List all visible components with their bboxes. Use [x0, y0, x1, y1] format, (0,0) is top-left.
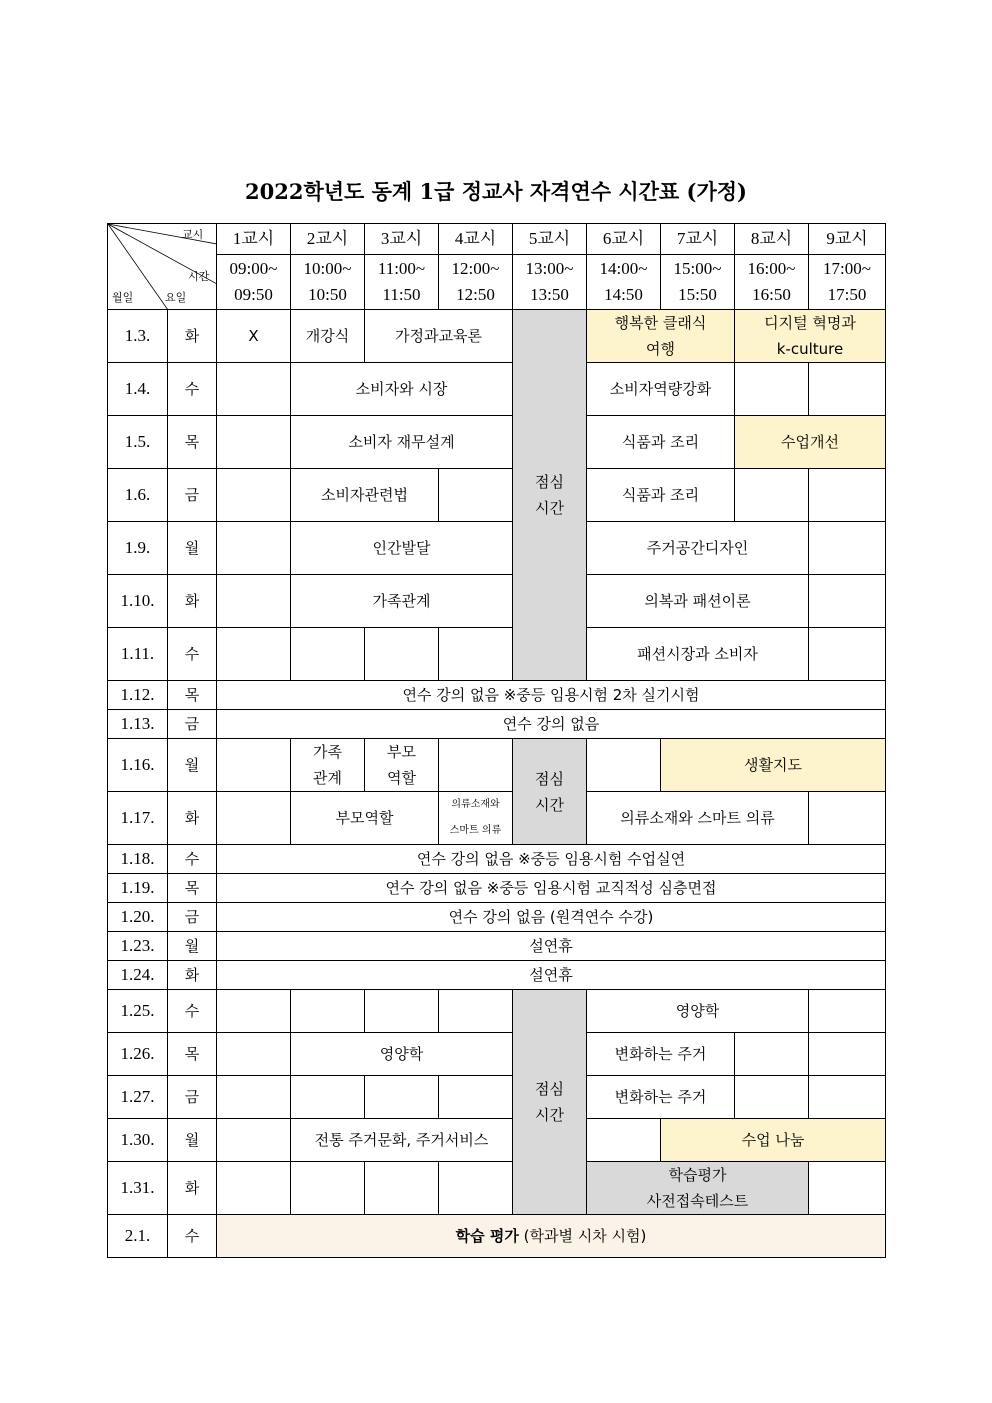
class-cell: 의복과 패션이론: [587, 575, 809, 628]
date-cell: 1.30.: [108, 1119, 168, 1162]
table-row: [108, 575, 886, 628]
exam-cell: [217, 1215, 886, 1258]
empty-cell: [365, 1162, 439, 1215]
empty-cell: [587, 1119, 661, 1162]
notice-cell: 설연휴: [217, 961, 886, 990]
day-cell: 수: [168, 845, 217, 874]
empty-cell: [365, 990, 439, 1033]
day-cell: 수: [168, 363, 217, 416]
table-row: [108, 845, 886, 874]
day-cell: 월: [168, 522, 217, 575]
class-cell: 수업개선: [735, 416, 886, 469]
period-label: 5교시: [513, 224, 587, 255]
day-cell: 금: [168, 1076, 217, 1119]
empty-cell: [217, 575, 291, 628]
empty-cell: [217, 1119, 291, 1162]
empty-cell: [809, 363, 886, 416]
notice-cell: 연수 강의 없음 (원격연수 수강): [217, 903, 886, 932]
period-label: 2교시: [291, 224, 365, 255]
day-cell: 화: [168, 310, 217, 363]
notice-cell: 연수 강의 없음 ※중등 임용시험 수업실연: [217, 845, 886, 874]
empty-cell: [291, 1076, 365, 1119]
empty-cell: [809, 792, 886, 845]
table-row: [108, 1162, 886, 1215]
empty-cell: [809, 575, 886, 628]
table-row: [108, 1215, 886, 1258]
class-cell: 소비자와 시장: [291, 363, 513, 416]
empty-cell: [809, 469, 886, 522]
corner-cell: [108, 224, 217, 310]
day-cell: 월: [168, 739, 217, 792]
date-cell: 2.1.: [108, 1215, 168, 1258]
corner-day-label: 요일: [165, 291, 187, 304]
date-cell: 1.4.: [108, 363, 168, 416]
class-cell: 식품과 조리: [587, 469, 735, 522]
day-cell: 금: [168, 469, 217, 522]
day-cell: 화: [168, 961, 217, 990]
date-cell: 1.16.: [108, 739, 168, 792]
date-cell: 1.9.: [108, 522, 168, 575]
class-cell: 행복한 클래식 여행: [587, 310, 735, 363]
class-cell: 가정과교육론: [365, 310, 513, 363]
empty-cell: [809, 628, 886, 681]
period-time: 17:00~ 17:50: [809, 255, 886, 310]
empty-cell: [735, 469, 809, 522]
date-cell: 1.23.: [108, 932, 168, 961]
notice-cell: 설연휴: [217, 932, 886, 961]
class-cell: 학습평가 사전접속테스트: [587, 1162, 809, 1215]
table-row: [108, 628, 886, 681]
period-time: 14:00~ 14:50: [587, 255, 661, 310]
empty-cell: [365, 1076, 439, 1119]
period-time: 12:00~ 12:50: [439, 255, 513, 310]
period-time: 13:00~ 13:50: [513, 255, 587, 310]
day-cell: 화: [168, 575, 217, 628]
class-cell: 소비자 재무설계: [291, 416, 513, 469]
empty-cell: [217, 990, 291, 1033]
empty-cell: [587, 739, 661, 792]
empty-cell: [217, 522, 291, 575]
page-title: 2022학년도 동계 1급 정교사 자격연수 시간표 (가정): [245, 179, 747, 204]
header-row-periods: [108, 224, 886, 255]
table-row: [108, 1033, 886, 1076]
lunch-cell: 점심 시간: [513, 739, 587, 845]
date-cell: 1.11.: [108, 628, 168, 681]
empty-cell: [439, 739, 513, 792]
date-cell: 1.18.: [108, 845, 168, 874]
period-label: 9교시: [809, 224, 886, 255]
date-cell: 1.6.: [108, 469, 168, 522]
date-cell: 1.3.: [108, 310, 168, 363]
table-row: [108, 990, 886, 1033]
empty-cell: [439, 990, 513, 1033]
class-cell: 식품과 조리: [587, 416, 735, 469]
date-cell: 1.5.: [108, 416, 168, 469]
date-cell: 1.20.: [108, 903, 168, 932]
empty-cell: [217, 792, 291, 845]
empty-cell: [291, 628, 365, 681]
day-cell: 월: [168, 932, 217, 961]
empty-cell: [217, 469, 291, 522]
date-cell: 1.13.: [108, 710, 168, 739]
empty-cell: [735, 1033, 809, 1076]
class-cell: 의류소재와 스마트 의류: [587, 792, 809, 845]
empty-cell: [217, 416, 291, 469]
class-cell: 소비자역량강화: [587, 363, 735, 416]
table-row: [108, 469, 886, 522]
empty-cell: [809, 990, 886, 1033]
day-cell: 화: [168, 1162, 217, 1215]
empty-cell: [217, 363, 291, 416]
day-cell: 목: [168, 874, 217, 903]
empty-cell: [735, 363, 809, 416]
class-cell: 디지털 혁명과 k-culture: [735, 310, 886, 363]
empty-cell: [809, 1162, 886, 1215]
table-row: [108, 710, 886, 739]
date-cell: 1.25.: [108, 990, 168, 1033]
table-row: [108, 932, 886, 961]
header-row-times: [108, 255, 886, 310]
empty-cell: [217, 628, 291, 681]
class-cell: 수업 나눔: [661, 1119, 886, 1162]
empty-cell: [439, 628, 513, 681]
date-cell: 1.19.: [108, 874, 168, 903]
period-label: 7교시: [661, 224, 735, 255]
empty-cell: [291, 990, 365, 1033]
period-label: 8교시: [735, 224, 809, 255]
date-cell: 1.27.: [108, 1076, 168, 1119]
empty-cell: [365, 628, 439, 681]
empty-cell: [217, 1033, 291, 1076]
empty-cell: [291, 1162, 365, 1215]
period-time: 11:00~ 11:50: [365, 255, 439, 310]
table-row: [108, 1076, 886, 1119]
date-cell: 1.31.: [108, 1162, 168, 1215]
class-cell: 부모 역할: [365, 739, 439, 792]
date-cell: 1.12.: [108, 681, 168, 710]
notice-cell: 연수 강의 없음: [217, 710, 886, 739]
day-cell: 화: [168, 792, 217, 845]
table-row: [108, 416, 886, 469]
class-cell: 전통 주거문화, 주거서비스: [291, 1119, 513, 1162]
period-label: 1교시: [217, 224, 291, 255]
table-row: [108, 681, 886, 710]
class-cell: 가족 관계: [291, 739, 365, 792]
empty-cell: [439, 1076, 513, 1119]
class-cell: 의류소재와 스마트 의류: [439, 792, 513, 845]
class-cell: 개강식: [291, 310, 365, 363]
day-cell: 수: [168, 990, 217, 1033]
empty-cell: [735, 1076, 809, 1119]
class-cell: X: [217, 310, 291, 363]
period-label: 3교시: [365, 224, 439, 255]
corner-period-label: 교시: [182, 228, 204, 241]
date-cell: 1.10.: [108, 575, 168, 628]
day-cell: 금: [168, 903, 217, 932]
corner-date-label: 월일: [112, 291, 134, 304]
period-label: 4교시: [439, 224, 513, 255]
day-cell: 월: [168, 1119, 217, 1162]
lunch-cell: 점심 시간: [513, 990, 587, 1215]
class-cell: 소비자관련법: [291, 469, 439, 522]
corner-time-label: 시간: [188, 270, 210, 283]
empty-cell: [809, 522, 886, 575]
period-time: 09:00~ 09:50: [217, 255, 291, 310]
class-cell: 생활지도: [661, 739, 886, 792]
empty-cell: [217, 1076, 291, 1119]
empty-cell: [809, 1076, 886, 1119]
day-cell: 수: [168, 628, 217, 681]
date-cell: 1.24.: [108, 961, 168, 990]
lunch-cell: 점심 시간: [513, 310, 587, 681]
class-cell: 패션시장과 소비자: [587, 628, 809, 681]
day-cell: 목: [168, 681, 217, 710]
notice-cell: 연수 강의 없음 ※중등 임용시험 교직적성 심층면접: [217, 874, 886, 903]
class-cell: 변화하는 주거: [587, 1076, 735, 1119]
class-cell: 변화하는 주거: [587, 1033, 735, 1076]
table-row: [108, 739, 886, 792]
empty-cell: [809, 1033, 886, 1076]
timetable: [107, 223, 886, 1258]
table-row: [108, 310, 886, 363]
exam-note: (학과별 시차 시험): [518, 1227, 647, 1245]
empty-cell: [217, 739, 291, 792]
date-cell: 1.17.: [108, 792, 168, 845]
table-row: [108, 522, 886, 575]
period-time: 15:00~ 15:50: [661, 255, 735, 310]
class-cell: 인간발달: [291, 522, 513, 575]
class-cell: 영양학: [587, 990, 809, 1033]
table-row: [108, 903, 886, 932]
day-cell: 목: [168, 1033, 217, 1076]
empty-cell: [217, 1162, 291, 1215]
class-cell: 부모역할: [291, 792, 439, 845]
class-cell: 주거공간디자인: [587, 522, 809, 575]
exam-title: 학습 평가: [455, 1227, 519, 1245]
day-cell: 목: [168, 416, 217, 469]
day-cell: 금: [168, 710, 217, 739]
empty-cell: [439, 469, 513, 522]
table-row: [108, 363, 886, 416]
notice-cell: 연수 강의 없음 ※중등 임용시험 2차 실기시험: [217, 681, 886, 710]
table-row: [108, 874, 886, 903]
day-cell: 수: [168, 1215, 217, 1258]
class-cell: 영양학: [291, 1033, 513, 1076]
period-time: 10:00~ 10:50: [291, 255, 365, 310]
period-label: 6교시: [587, 224, 661, 255]
empty-cell: [439, 1162, 513, 1215]
table-row: [108, 1119, 886, 1162]
table-row: [108, 792, 886, 845]
table-row: [108, 961, 886, 990]
class-cell: 가족관계: [291, 575, 513, 628]
date-cell: 1.26.: [108, 1033, 168, 1076]
period-time: 16:00~ 16:50: [735, 255, 809, 310]
